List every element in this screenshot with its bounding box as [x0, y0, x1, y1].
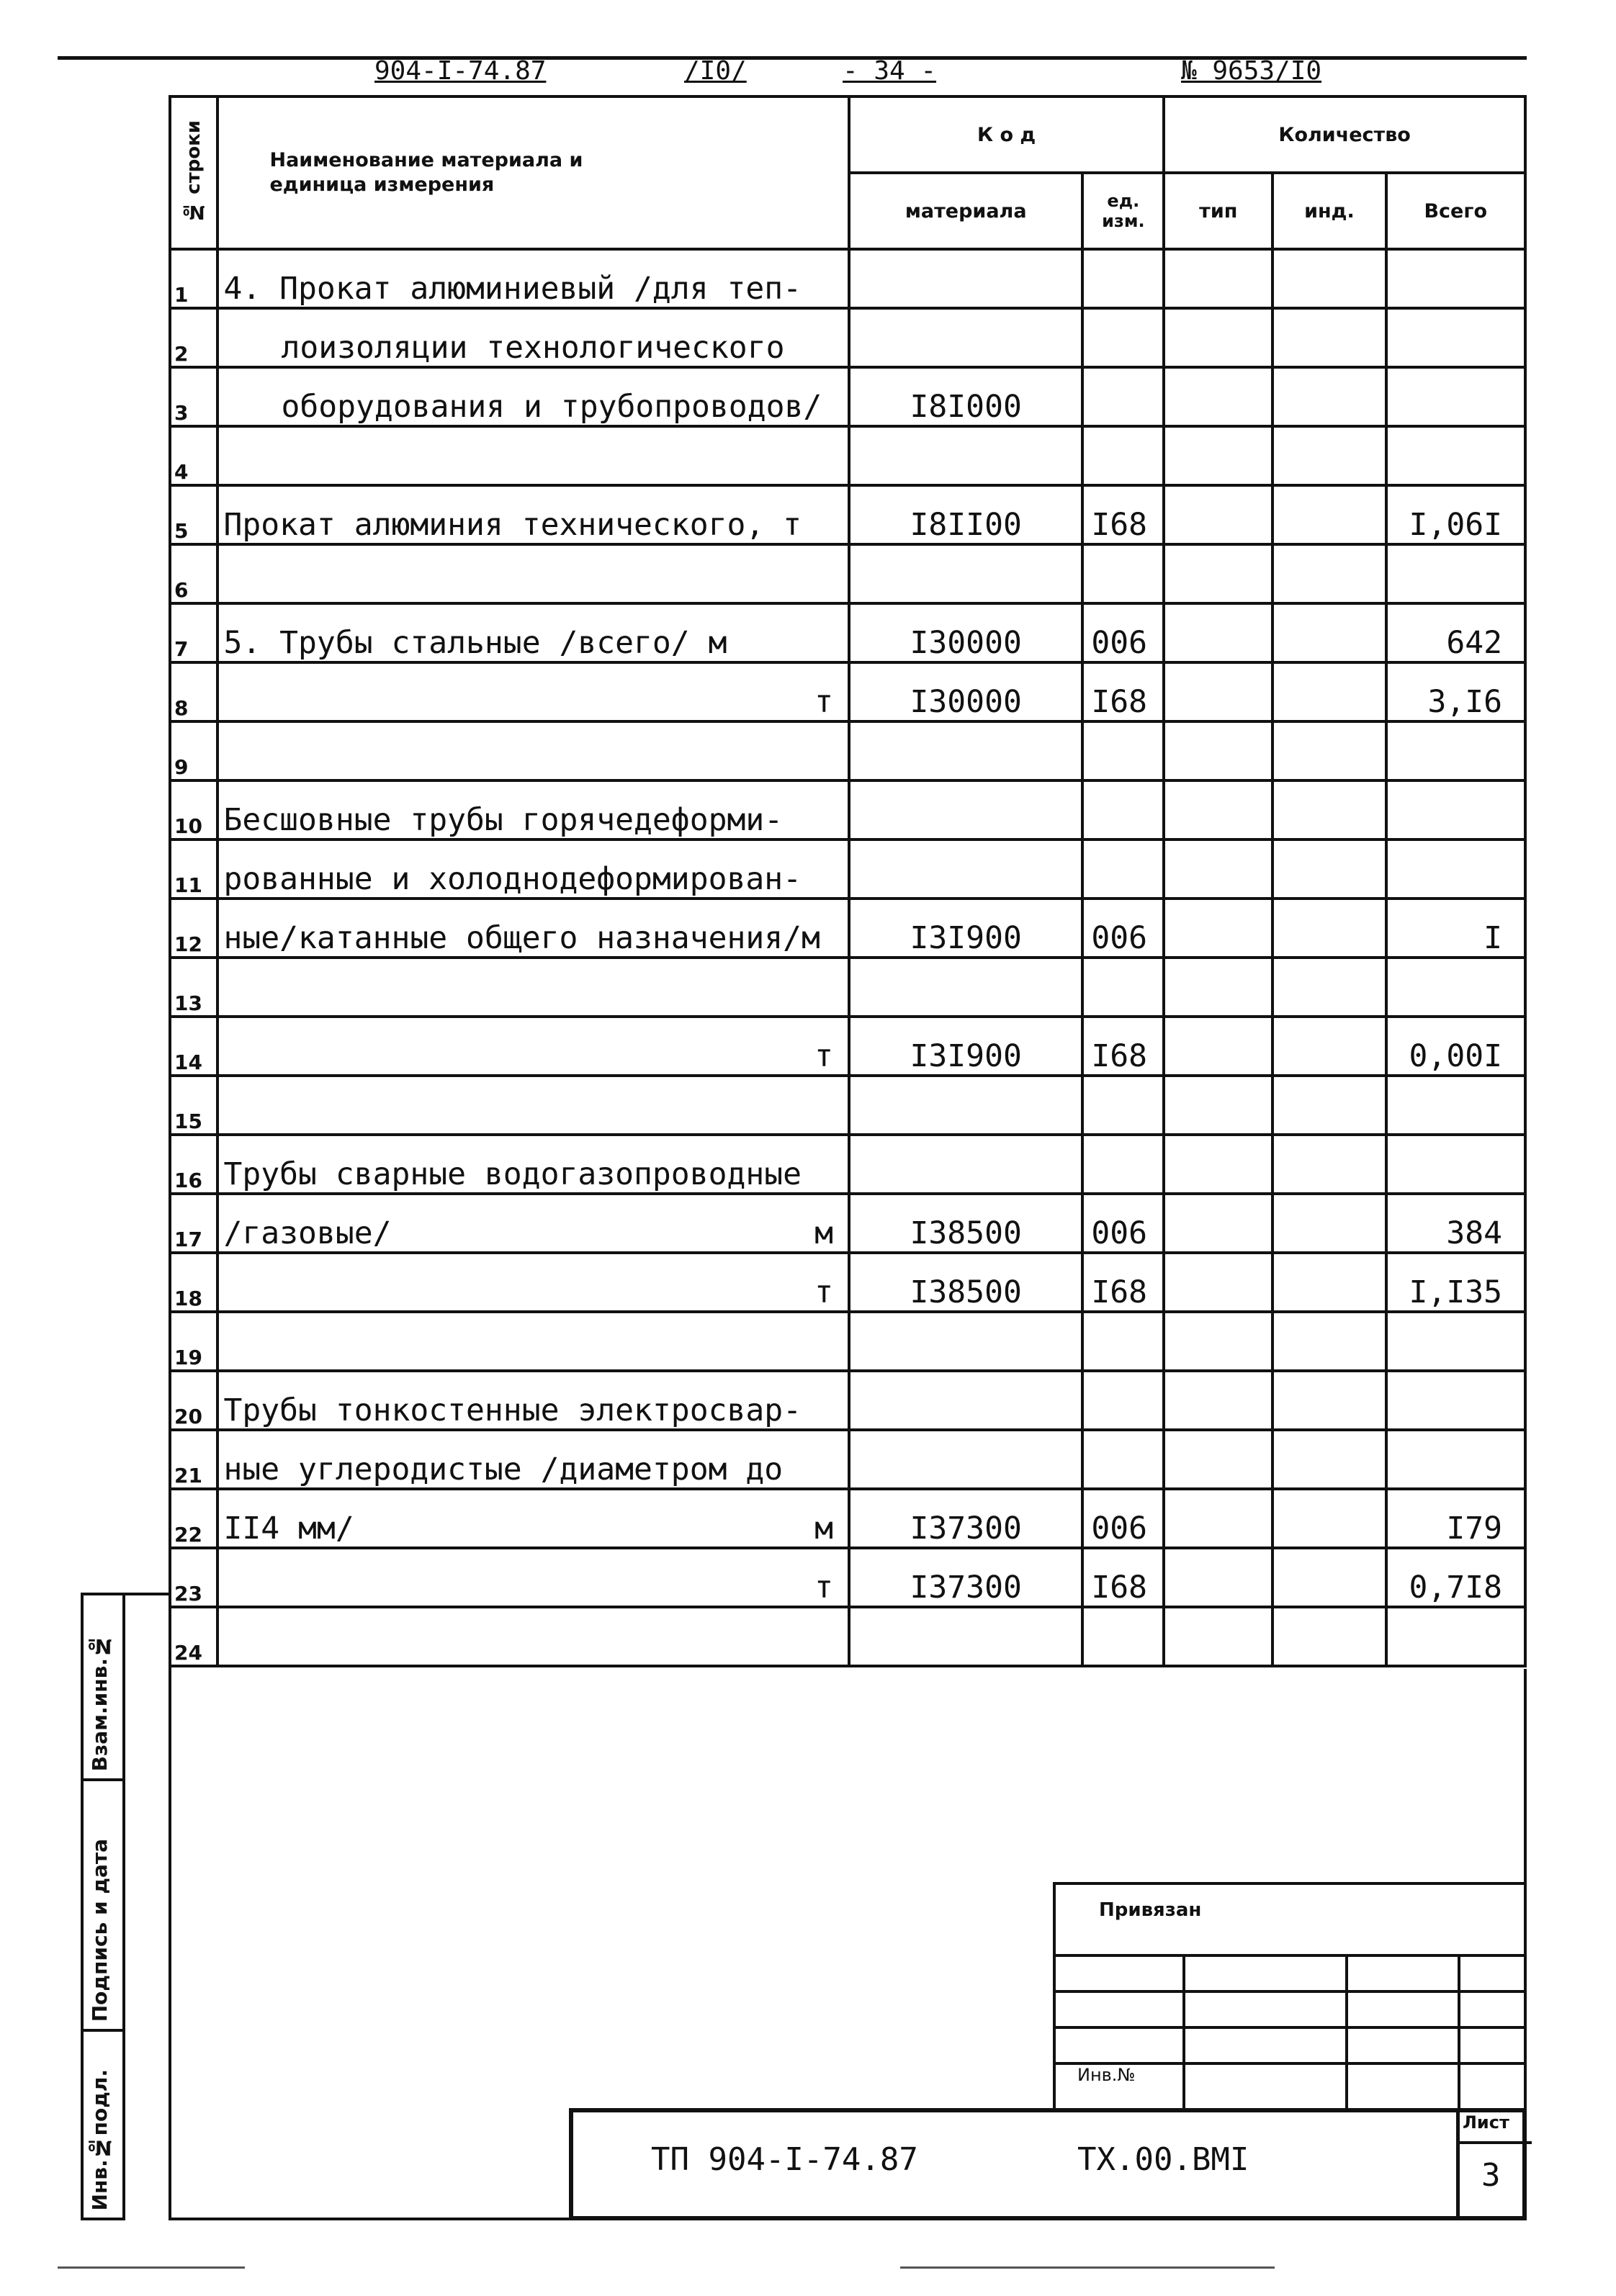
total-quantity [1386, 249, 1526, 308]
quantity-group-header: Количество [1164, 96, 1525, 173]
type-quantity [1164, 1194, 1272, 1253]
material-code [849, 1312, 1082, 1371]
sheet-number: 3 [1481, 2157, 1501, 2194]
total-quantity [1386, 1135, 1526, 1194]
material-name-text: лоизоляции технологического [281, 330, 785, 366]
unit-code [1082, 1607, 1164, 1666]
unit-code [1082, 426, 1164, 485]
type-quantity [1164, 1017, 1272, 1076]
material-name [217, 899, 849, 958]
document-number: № 9653/I0 [1181, 56, 1322, 86]
title-document-code: ТХ.00.ВМI [1077, 2141, 1249, 2178]
material-name-text: 5. Трубы стальные /всего/ м [223, 625, 727, 661]
table-row [170, 308, 1525, 367]
material-name [217, 1253, 849, 1312]
table-row [170, 367, 1525, 426]
project-code: 904-I-74.87 [374, 56, 547, 86]
row-number: 18 [170, 1253, 217, 1312]
individual-quantity [1272, 249, 1386, 308]
type-quantity [1164, 544, 1272, 603]
total-quantity [1386, 308, 1526, 367]
type-quantity [1164, 1607, 1272, 1666]
row-number: 19 [170, 1312, 217, 1371]
total-quantity [1386, 1312, 1526, 1371]
total-quantity [1386, 426, 1526, 485]
table-row [170, 1489, 1525, 1548]
unit-code [1082, 1135, 1164, 1194]
material-name-text: Трубы тонкостенные электросвар- [223, 1392, 802, 1428]
unit-code [1082, 249, 1164, 308]
individual-quantity [1272, 839, 1386, 899]
material-code [849, 426, 1082, 485]
row-number: 17 [170, 1194, 217, 1253]
unit-code [1082, 544, 1164, 603]
type-quantity [1164, 839, 1272, 899]
type-quantity [1164, 1548, 1272, 1607]
material-code [849, 308, 1082, 367]
material-name [217, 1489, 849, 1548]
total-quantity: I79 [1386, 1489, 1526, 1548]
side-strip-column [122, 1593, 171, 2219]
type-quantity [1164, 1076, 1272, 1135]
row-number: 3 [170, 367, 217, 426]
material-name [217, 367, 849, 426]
material-name [217, 958, 849, 1017]
type-quantity [1164, 367, 1272, 426]
table-row [170, 603, 1525, 662]
material-name [217, 1135, 849, 1194]
type-quantity [1164, 662, 1272, 721]
album-number: /I0/ [684, 56, 747, 86]
row-number: 16 [170, 1135, 217, 1194]
table-row [170, 1194, 1525, 1253]
individual-quantity [1272, 603, 1386, 662]
material-code [849, 1607, 1082, 1666]
unit-code [1082, 958, 1164, 1017]
title-project-code: ТП 904-I-74.87 [651, 2141, 918, 2178]
unit-code [1082, 839, 1164, 899]
individual-quantity [1272, 721, 1386, 780]
material-name [217, 544, 849, 603]
type-quantity [1164, 485, 1272, 544]
table-row [170, 1135, 1525, 1194]
type-quantity [1164, 1312, 1272, 1371]
table-row [170, 780, 1525, 839]
row-number-header-label: № строки [183, 120, 205, 222]
material-code [849, 1135, 1082, 1194]
binding-col-1 [1182, 1954, 1185, 2112]
total-quantity [1386, 544, 1526, 603]
individual-header: инд. [1272, 173, 1386, 249]
material-code [849, 249, 1082, 308]
material-code [849, 544, 1082, 603]
bottom-rule-left [58, 2266, 245, 2269]
material-name [217, 603, 849, 662]
total-quantity [1386, 1607, 1526, 1666]
type-quantity [1164, 249, 1272, 308]
table-row [170, 721, 1525, 780]
binding-col-3 [1458, 1954, 1460, 2112]
type-quantity [1164, 1489, 1272, 1548]
name-header [217, 96, 849, 249]
row-number: 24 [170, 1607, 217, 1666]
row-number: 21 [170, 1430, 217, 1489]
type-quantity [1164, 1430, 1272, 1489]
material-code: I37300 [849, 1548, 1082, 1607]
table-row [170, 662, 1525, 721]
individual-quantity [1272, 367, 1386, 426]
binding-rule-3 [1056, 2026, 1527, 2029]
table-row [170, 485, 1525, 544]
binding-rule-2 [1056, 1990, 1527, 1993]
page-number: - 34 - [843, 56, 937, 86]
type-header: тип [1164, 173, 1272, 249]
total-quantity [1386, 1076, 1526, 1135]
unit-code: I68 [1082, 1253, 1164, 1312]
individual-quantity [1272, 1194, 1386, 1253]
table-header-row-1 [170, 96, 1525, 173]
material-name-text: Трубы сварные водогазопроводные [223, 1156, 802, 1192]
type-quantity [1164, 1371, 1272, 1430]
material-name-text: 4. Прокат алюминиевый /для теп- [223, 271, 802, 307]
row-number: 22 [170, 1489, 217, 1548]
material-name-text: Бесшовные трубы горячедеформи- [223, 802, 784, 838]
type-quantity [1164, 308, 1272, 367]
unit-code: 006 [1082, 1489, 1164, 1548]
unit-code [1082, 308, 1164, 367]
title-block [569, 2108, 1527, 2220]
individual-quantity [1272, 308, 1386, 367]
frame-left [169, 1669, 171, 2220]
table-row [170, 1430, 1525, 1489]
table-row [170, 1253, 1525, 1312]
row-number: 20 [170, 1371, 217, 1430]
individual-quantity [1272, 485, 1386, 544]
material-code: I8II00 [849, 485, 1082, 544]
individual-quantity [1272, 1489, 1386, 1548]
row-number: 9 [170, 721, 217, 780]
table-row [170, 1312, 1525, 1371]
material-name [217, 839, 849, 899]
material-code: I3I900 [849, 1017, 1082, 1076]
replacement-inventory-label: Взам.инв.№ [88, 1634, 112, 1771]
material-name-text: рованные и холоднодеформирован- [223, 861, 802, 897]
type-quantity [1164, 603, 1272, 662]
row-number: 10 [170, 780, 217, 839]
individual-quantity [1272, 899, 1386, 958]
sheet-rule [1460, 2141, 1532, 2144]
unit-code-header: ед. изм. [1082, 173, 1164, 249]
material-name-text: ные углеродистые /диаметром до [223, 1451, 784, 1487]
material-name-text: II4 мм/ [223, 1511, 354, 1547]
materials-table [169, 95, 1527, 1667]
type-quantity [1164, 899, 1272, 958]
unit-code [1082, 1076, 1164, 1135]
total-quantity [1386, 367, 1526, 426]
row-number: 1 [170, 249, 217, 308]
total-quantity [1386, 721, 1526, 780]
total-quantity: 3,I6 [1386, 662, 1526, 721]
total-quantity: 642 [1386, 603, 1526, 662]
individual-quantity [1272, 1607, 1386, 1666]
material-name [217, 780, 849, 839]
individual-quantity [1272, 1253, 1386, 1312]
table-row [170, 1607, 1525, 1666]
material-unit-label: т [814, 684, 833, 720]
binding-stamp [1053, 1882, 1527, 2112]
material-name [217, 1371, 849, 1430]
total-quantity [1386, 958, 1526, 1017]
table-row [170, 1548, 1525, 1607]
original-inventory-cell [81, 2029, 125, 2220]
material-code: I30000 [849, 603, 1082, 662]
sheet-label: Лист [1463, 2112, 1509, 2133]
type-quantity [1164, 1135, 1272, 1194]
individual-quantity [1272, 1430, 1386, 1489]
row-number: 5 [170, 485, 217, 544]
material-name-text: оборудования и трубопроводов/ [281, 389, 822, 425]
material-name [217, 485, 849, 544]
material-name [217, 249, 849, 308]
material-code: I3I900 [849, 899, 1082, 958]
unit-code: I68 [1082, 485, 1164, 544]
signature-date-label: Подпись и дата [88, 1838, 112, 2022]
unit-code: 006 [1082, 1194, 1164, 1253]
material-name [217, 1548, 849, 1607]
total-quantity [1386, 839, 1526, 899]
total-quantity: I,I35 [1386, 1253, 1526, 1312]
individual-quantity [1272, 1017, 1386, 1076]
total-quantity: I [1386, 899, 1526, 958]
unit-code: 006 [1082, 603, 1164, 662]
table-row [170, 839, 1525, 899]
material-name [217, 1430, 849, 1489]
material-code [849, 1430, 1082, 1489]
total-quantity [1386, 780, 1526, 839]
unit-code: I68 [1082, 662, 1164, 721]
unit-code [1082, 1430, 1164, 1489]
row-number: 14 [170, 1017, 217, 1076]
type-quantity [1164, 1253, 1272, 1312]
row-number: 12 [170, 899, 217, 958]
name-header-label: Наименование материала и единица измерения [269, 149, 583, 196]
replacement-inventory-cell [81, 1593, 125, 1781]
material-code [849, 780, 1082, 839]
row-number: 11 [170, 839, 217, 899]
material-name [217, 308, 849, 367]
unit-code [1082, 780, 1164, 839]
table-row [170, 249, 1525, 308]
row-number: 23 [170, 1548, 217, 1607]
total-quantity: I,06I [1386, 485, 1526, 544]
total-quantity: 0,00I [1386, 1017, 1526, 1076]
type-quantity [1164, 721, 1272, 780]
total-quantity [1386, 1430, 1526, 1489]
binding-col-2 [1345, 1954, 1348, 2112]
row-number: 7 [170, 603, 217, 662]
material-name [217, 1076, 849, 1135]
material-code: I8I000 [849, 367, 1082, 426]
unit-code [1082, 721, 1164, 780]
unit-code [1082, 367, 1164, 426]
binding-stamp-label: Привязан [1099, 1899, 1202, 1921]
material-unit-label: т [814, 1038, 833, 1074]
unit-code [1082, 1312, 1164, 1371]
total-header: Всего [1386, 173, 1526, 249]
row-number: 8 [170, 662, 217, 721]
unit-code [1082, 1371, 1164, 1430]
material-code-header: материала [849, 173, 1082, 249]
row-number-header [170, 96, 217, 249]
material-unit-label: м [814, 1215, 833, 1251]
signature-date-cell [81, 1778, 125, 2032]
material-code: I30000 [849, 662, 1082, 721]
row-number: 6 [170, 544, 217, 603]
material-code [849, 839, 1082, 899]
individual-quantity [1272, 780, 1386, 839]
unit-code: 006 [1082, 899, 1164, 958]
table-row [170, 958, 1525, 1017]
material-name [217, 1607, 849, 1666]
individual-quantity [1272, 544, 1386, 603]
individual-quantity [1272, 426, 1386, 485]
material-name-text: Прокат алюминия технического, т [223, 507, 802, 543]
row-number: 4 [170, 426, 217, 485]
material-name [217, 1017, 849, 1076]
type-quantity [1164, 780, 1272, 839]
material-code [849, 721, 1082, 780]
individual-quantity [1272, 1135, 1386, 1194]
unit-code: I68 [1082, 1548, 1164, 1607]
material-name-text: ные/катанные общего назначения/м [223, 920, 820, 956]
material-unit-label: т [814, 1274, 833, 1310]
row-number: 15 [170, 1076, 217, 1135]
material-unit-label: т [814, 1570, 833, 1606]
total-quantity [1386, 1371, 1526, 1430]
material-code: I38500 [849, 1253, 1082, 1312]
individual-quantity [1272, 1371, 1386, 1430]
table-row [170, 1371, 1525, 1430]
material-unit-label: м [814, 1511, 833, 1547]
type-quantity [1164, 426, 1272, 485]
material-code [849, 958, 1082, 1017]
table-row [170, 1017, 1525, 1076]
individual-quantity [1272, 1548, 1386, 1607]
individual-quantity [1272, 1312, 1386, 1371]
material-name [217, 662, 849, 721]
individual-quantity [1272, 662, 1386, 721]
table-row [170, 1076, 1525, 1135]
material-name-text: /газовые/ [223, 1215, 392, 1251]
table-row [170, 426, 1525, 485]
individual-quantity [1272, 958, 1386, 1017]
inventory-number-label: Инв.№ [1077, 2065, 1136, 2085]
material-name [217, 1312, 849, 1371]
unit-code: I68 [1082, 1017, 1164, 1076]
code-group-header: К о д [849, 96, 1164, 173]
individual-quantity [1272, 1076, 1386, 1135]
material-name [217, 721, 849, 780]
material-code: I38500 [849, 1194, 1082, 1253]
material-code [849, 1076, 1082, 1135]
type-quantity [1164, 958, 1272, 1017]
table-row [170, 899, 1525, 958]
material-name [217, 1194, 849, 1253]
material-code [849, 1371, 1082, 1430]
original-inventory-label: Инв.№подл. [88, 2068, 112, 2210]
material-name [217, 426, 849, 485]
table-row [170, 544, 1525, 603]
material-code: I37300 [849, 1489, 1082, 1548]
total-quantity: 384 [1386, 1194, 1526, 1253]
sheet-cell [1456, 2112, 1528, 2220]
total-quantity: 0,7I8 [1386, 1548, 1526, 1607]
row-number: 13 [170, 958, 217, 1017]
row-number: 2 [170, 308, 217, 367]
binding-rule-1 [1056, 1954, 1527, 1957]
bottom-rule-right [900, 2266, 1275, 2269]
